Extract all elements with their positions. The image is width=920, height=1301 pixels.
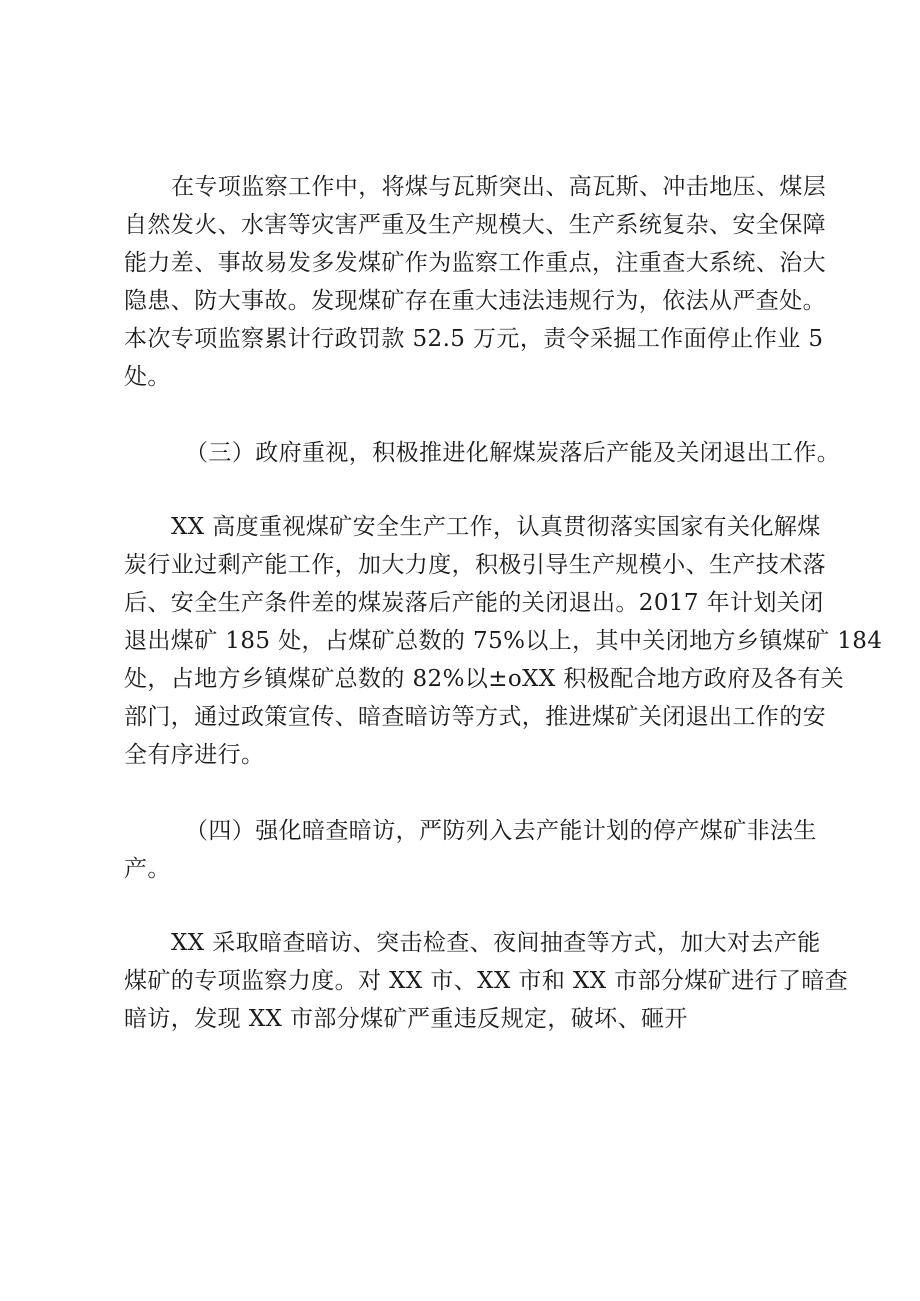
paragraph-3-line-2: 煤矿的专项监察力度。对 XX 市、XX 市和 XX 市部分煤矿进行了暗查 <box>124 968 849 994</box>
paragraph-2-line-7: 全有序进行。 <box>124 742 265 768</box>
paragraph-1-line-1: 在专项监察工作中，将煤与瓦斯突出、高瓦斯、冲击地压、煤层 <box>171 174 827 200</box>
paragraph-1-line-6: 处。 <box>124 364 171 390</box>
paragraph-1-line-5: 本次专项监察累计行政罚款 52.5 万元，责令采掘工作面停止作业 5 <box>124 326 824 352</box>
paragraph-1-line-3: 能力差、事故易发多发煤矿作为监察工作重点，注重查大系统、治大 <box>124 250 826 276</box>
paragraph-1-line-4: 隐患、防大事故。发现煤矿存在重大违法违规行为，依法从严查处。 <box>124 288 826 314</box>
paragraph-2-line-5: 处，占地方乡镇煤矿总数的 82%以±oXX 积极配合地方政府及各有关 <box>124 666 845 692</box>
paragraph-3-line-1: XX 采取暗查暗访、突击检查、夜间抽查等方式，加大对去产能 <box>171 930 821 956</box>
section-heading-4-line-2: 产。 <box>124 856 171 882</box>
paragraph-2-line-2: 炭行业过剩产能工作，加大力度，积极引导生产规模小、生产技术落 <box>124 552 826 578</box>
paragraph-1-line-2: 自然发火、水害等灾害严重及生产规模大、生产系统复杂、安全保障 <box>124 212 826 238</box>
section-heading-4-line-1: （四）强化暗查暗访，严防列入去产能计划的停产煤矿非法生 <box>185 818 817 844</box>
paragraph-2-line-3: 后、安全生产条件差的煤炭落后产能的关闭退出。2017 年计划关闭 <box>124 590 824 616</box>
paragraph-2-line-1: XX 高度重视煤矿安全生产工作，认真贯彻落实国家有关化解煤 <box>171 514 821 540</box>
paragraph-2-line-4: 退出煤矿 185 处，占煤矿总数的 75%以上，其中关闭地方乡镇煤矿 184 <box>124 628 883 654</box>
paragraph-2-line-6: 部门，通过政策宣传、暗查暗访等方式，推进煤矿关闭退出工作的安 <box>124 704 826 730</box>
paragraph-3-line-3: 暗访，发现 XX 市部分煤矿严重违反规定，破坏、砸开 <box>124 1006 688 1032</box>
section-heading-3: （三）政府重视，积极推进化解煤炭落后产能及关闭退出工作。 <box>185 440 841 466</box>
